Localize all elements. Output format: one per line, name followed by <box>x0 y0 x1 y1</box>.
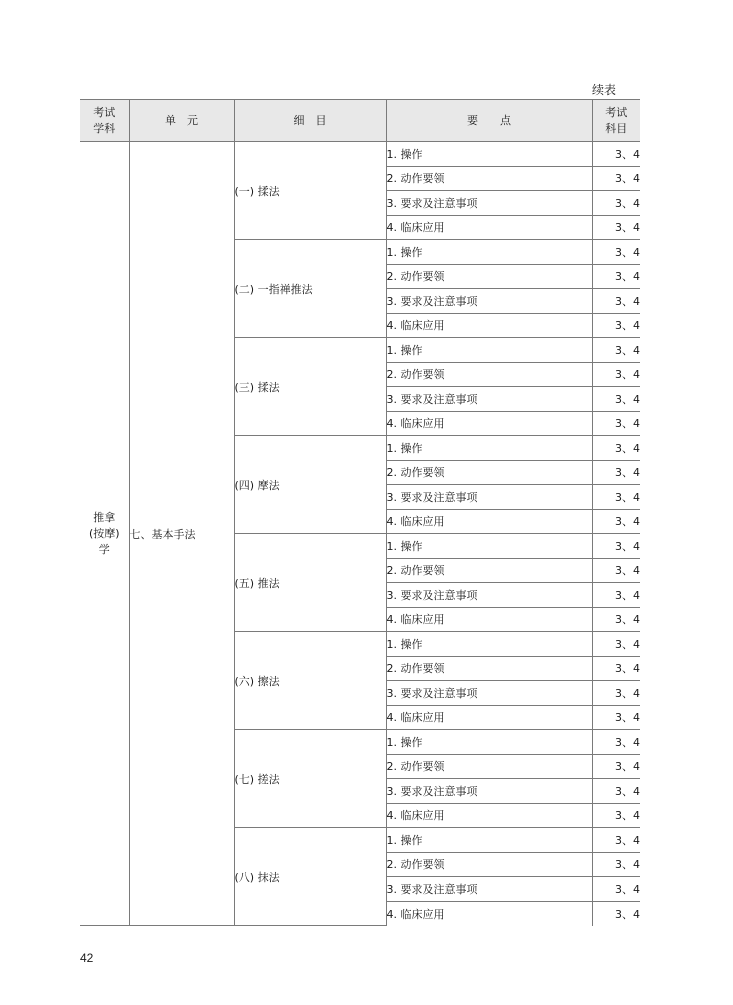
point-cell: 2. 动作要领 <box>386 362 592 387</box>
detail-cell: (八) 抹法 <box>234 828 386 926</box>
level-cell: 3、4 <box>592 191 640 216</box>
point-cell: 3. 要求及注意事项 <box>386 191 592 216</box>
point-cell: 2. 动作要领 <box>386 754 592 779</box>
point-cell: 2. 动作要领 <box>386 166 592 191</box>
point-cell: 3. 要求及注意事项 <box>386 681 592 706</box>
detail-cell: (二) 一指禅推法 <box>234 240 386 338</box>
point-cell: 1. 操作 <box>386 730 592 755</box>
level-cell: 3、4 <box>592 607 640 632</box>
detail-cell: (三) 揉法 <box>234 338 386 436</box>
level-cell: 3、4 <box>592 534 640 559</box>
detail-cell: (七) 搓法 <box>234 730 386 828</box>
level-cell: 3、4 <box>592 509 640 534</box>
point-cell: 4. 临床应用 <box>386 411 592 436</box>
level-cell: 3、4 <box>592 754 640 779</box>
point-cell: 4. 临床应用 <box>386 607 592 632</box>
level-cell: 3、4 <box>592 558 640 583</box>
level-cell: 3、4 <box>592 730 640 755</box>
point-cell: 1. 操作 <box>386 828 592 853</box>
detail-cell: (一) 揉法 <box>234 142 386 240</box>
point-cell: 1. 操作 <box>386 240 592 265</box>
header-unit: 单 元 <box>129 100 234 142</box>
level-cell: 3、4 <box>592 215 640 240</box>
point-cell: 1. 操作 <box>386 534 592 559</box>
level-cell: 3、4 <box>592 583 640 608</box>
level-cell: 3、4 <box>592 852 640 877</box>
point-cell: 3. 要求及注意事项 <box>386 583 592 608</box>
header-point: 要 点 <box>386 100 592 142</box>
continued-label: 续表 <box>592 83 617 97</box>
subject-cell: 推拿 (按摩) 学 <box>80 142 129 926</box>
level-cell: 3、4 <box>592 705 640 730</box>
level-cell: 3、4 <box>592 142 640 167</box>
level-cell: 3、4 <box>592 901 640 926</box>
detail-cell: (六) 擦法 <box>234 632 386 730</box>
level-cell: 3、4 <box>592 264 640 289</box>
point-cell: 2. 动作要领 <box>386 852 592 877</box>
level-cell: 3、4 <box>592 803 640 828</box>
level-cell: 3、4 <box>592 681 640 706</box>
point-cell: 4. 临床应用 <box>386 313 592 338</box>
unit-cell: 七、基本手法 <box>129 142 234 926</box>
table-body <box>80 142 640 926</box>
level-cell: 3、4 <box>592 779 640 804</box>
point-cell: 3. 要求及注意事项 <box>386 289 592 314</box>
level-cell: 3、4 <box>592 362 640 387</box>
point-cell: 3. 要求及注意事项 <box>386 877 592 902</box>
point-cell: 4. 临床应用 <box>386 509 592 534</box>
level-cell: 3、4 <box>592 632 640 657</box>
level-cell: 3、4 <box>592 877 640 902</box>
level-cell: 3、4 <box>592 485 640 510</box>
table-header-row <box>80 100 640 142</box>
level-cell: 3、4 <box>592 289 640 314</box>
table-row <box>80 142 640 167</box>
header-level: 考试 科目 <box>592 100 640 142</box>
point-cell: 1. 操作 <box>386 436 592 461</box>
detail-cell: (四) 摩法 <box>234 436 386 534</box>
point-cell: 2. 动作要领 <box>386 460 592 485</box>
point-cell: 2. 动作要领 <box>386 656 592 681</box>
level-cell: 3、4 <box>592 436 640 461</box>
level-cell: 3、4 <box>592 240 640 265</box>
point-cell: 3. 要求及注意事项 <box>386 485 592 510</box>
page-number: 42 <box>80 951 94 965</box>
level-cell: 3、4 <box>592 313 640 338</box>
point-cell: 3. 要求及注意事项 <box>386 387 592 412</box>
point-cell: 1. 操作 <box>386 142 592 167</box>
level-cell: 3、4 <box>592 338 640 363</box>
point-cell: 4. 临床应用 <box>386 705 592 730</box>
point-cell: 3. 要求及注意事项 <box>386 779 592 804</box>
syllabus-table <box>80 99 640 926</box>
point-cell: 2. 动作要领 <box>386 558 592 583</box>
point-cell: 1. 操作 <box>386 632 592 657</box>
level-cell: 3、4 <box>592 460 640 485</box>
point-cell: 4. 临床应用 <box>386 803 592 828</box>
point-cell: 4. 临床应用 <box>386 901 592 926</box>
level-cell: 3、4 <box>592 656 640 681</box>
point-cell: 2. 动作要领 <box>386 264 592 289</box>
level-cell: 3、4 <box>592 166 640 191</box>
level-cell: 3、4 <box>592 411 640 436</box>
header-subject: 考试 学科 <box>80 100 129 142</box>
detail-cell: (五) 推法 <box>234 534 386 632</box>
point-cell: 4. 临床应用 <box>386 215 592 240</box>
header-detail: 细 目 <box>234 100 386 142</box>
level-cell: 3、4 <box>592 828 640 853</box>
level-cell: 3、4 <box>592 387 640 412</box>
point-cell: 1. 操作 <box>386 338 592 363</box>
